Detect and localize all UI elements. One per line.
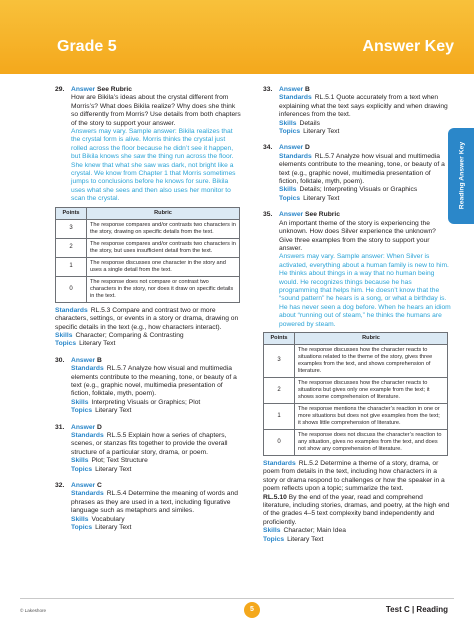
standards-text: RL.5.4 Determine the meaning of words and phrases as they are used in a text, including figurative language such as metaphors and similes. [71, 490, 238, 515]
rubric-text: The response compares and/or contrasts two characters in the story, but uses insufficient detail from the text. [87, 238, 240, 257]
topics-label: Topics [55, 340, 77, 348]
question-32 [55, 482, 243, 532]
answer-value: D [305, 144, 310, 152]
standards-label: Standards [55, 306, 88, 314]
rubric-text: The response compares and/or contrasts two characters in the story, drawing on specific details from the text. [87, 219, 240, 238]
standards-label: Standards [71, 431, 104, 439]
rubric-header-rubric: Rubric [87, 207, 240, 219]
standards-label: Standards [71, 490, 104, 498]
grade-title: Grade 5 [57, 38, 117, 55]
standards-code: RL.5.10 [263, 493, 287, 501]
rubric-row [56, 257, 240, 276]
rubric-points: 2 [56, 238, 87, 257]
question-number: 34. [263, 144, 273, 152]
standards-text: RL.5.1 Quote accurately from a text when explaining what the text says explicitly and when drawing inferences from the text. [279, 94, 448, 119]
skills-label: Skills [71, 398, 89, 406]
page-footer [0, 596, 474, 624]
skills-label: Skills [71, 515, 89, 523]
question-text: An important theme of the story is experiencing the unknown. How does Silver experience the unknown? Give three examples from the story to support your answer. [279, 219, 436, 252]
skills-text: Details; Interpreting Visuals or Graphics [299, 186, 418, 194]
answer-label: Answer [279, 211, 304, 219]
rubric-points: 1 [264, 403, 295, 429]
answer-label: Answer [71, 423, 96, 431]
rubric-table [55, 207, 240, 303]
rubric-text: The response mentions the character’s reaction in one or more situations but does not give examples from the text; it shows little comprehension of literature. [295, 403, 448, 429]
skills-label: Skills [71, 457, 89, 465]
rubric-points: 1 [56, 257, 87, 276]
question-number: 31. [55, 423, 65, 431]
right-column [263, 86, 451, 552]
topics-text: Literary Text [287, 535, 324, 543]
standards-label: Standards [263, 459, 296, 467]
standards-text: RL.5.5 Explain how a series of chapters, scenes, or stanzas fits together to provide the overall structure of a particular story, drama, or poem. [71, 431, 228, 456]
answer-value: See Rubric [97, 86, 132, 93]
skills-text: Vocabulary [91, 515, 125, 523]
rubric-row [264, 377, 448, 403]
topics-text: Literary Text [95, 407, 132, 415]
question-29 [55, 86, 243, 349]
question-number: 33. [263, 86, 273, 93]
standards-text: By the end of the year, read and comprehend literature, including stories, dramas, and poetry, at the high end of the grades 4–5 text complexity band independently and proficiently. [263, 493, 450, 526]
rubric-row [56, 219, 240, 238]
answer-label: Answer [71, 86, 96, 93]
page-number: 5 [244, 602, 260, 618]
skills-text: Character; Main Idea [283, 527, 346, 535]
question-number: 30. [55, 356, 65, 364]
skills-label: Skills [279, 186, 297, 194]
question-34 [263, 144, 451, 203]
topics-label: Topics [71, 407, 93, 415]
rubric-text: The response does not discuss the character’s reaction to any situation, gives no examples from the text, and does not show any comprehension of literature. [295, 429, 448, 455]
topics-label: Topics [279, 128, 301, 136]
standards-text: RL.5.7 Analyze how visual and multimedia elements contribute to the meaning, tone, or beauty of a text (e.g., graphic novel, multimedia presentation of fiction, folktale, myth, poem). [71, 365, 237, 398]
answer-value: C [97, 482, 102, 489]
skills-label: Skills [55, 331, 73, 339]
answer-label: Answer [71, 356, 96, 364]
rubric-header-points: Points [264, 332, 295, 344]
rubric-text: The response discusses how the character reacts to situations but gives only one example from the text; it shows some comprehension of literature. [295, 377, 448, 403]
standards-label: Standards [71, 365, 104, 373]
skills-label: Skills [279, 119, 297, 127]
answer-label: Answer [71, 482, 96, 489]
answer-key-title: Answer Key [362, 38, 454, 55]
standards-text: RL.5.2 Determine a theme of a story, drama, or poem from details in the text, including how characters in a story or drama respond to challenges or how the speaker in a poem reflects upon a topic; summarize the text. [263, 459, 445, 493]
rubric-text: The response discusses one character in the story and uses a single detail from the text. [87, 257, 240, 276]
footer-divider [20, 598, 454, 599]
skills-text: Character; Comparing & Contrasting [75, 331, 184, 339]
question-31 [55, 424, 243, 474]
topics-text: Literary Text [303, 128, 340, 136]
topics-text: Literary Text [303, 194, 340, 202]
rubric-row [56, 276, 240, 302]
side-tab[interactable] [448, 128, 474, 224]
rubric-text: The response discusses how the character reacts to situations related to the theme of the story, gives three examples from the text, and shows comprehension of literature. [295, 344, 448, 377]
question-35 [263, 211, 451, 544]
topics-label: Topics [71, 465, 93, 473]
topics-label: Topics [263, 535, 285, 543]
left-column [55, 86, 243, 540]
standards-label: Standards [279, 152, 312, 160]
rubric-points: 2 [264, 377, 295, 403]
skills-text: Interpreting Visuals or Graphics; Plot [91, 398, 201, 406]
answer-label: Answer [279, 86, 304, 93]
rubric-row [264, 344, 448, 377]
rubric-header-points: Points [56, 207, 87, 219]
rubric-row [264, 403, 448, 429]
answer-value: D [97, 423, 102, 431]
question-30 [55, 357, 243, 416]
rubric-table [263, 332, 448, 456]
question-33 [263, 86, 451, 136]
test-label: Test C | Reading [385, 605, 448, 614]
question-number: 35. [263, 211, 273, 219]
skills-label: Skills [263, 527, 281, 535]
rubric-points: 0 [264, 429, 295, 455]
topics-text: Literary Text [95, 465, 132, 473]
question-number: 29. [55, 86, 65, 93]
copyright: © Lakeshore [20, 608, 47, 613]
rubric-row [56, 238, 240, 257]
sample-answer: Answers may vary. Sample answer: Bikila realizes that the crystal form is alive. Morris thinks the crystal just rolled across the floor because he didn’t see it happen, but Bikila knows she saw the thing run across the floor. She knew that what she saw was dark, not bright like a crystal. We know from Chapter 1 that Morris sometimes jumps to conclusions before he knows for sure. Bikila uses what she sees and then also uses her monitor to scan the crystal. [71, 128, 236, 203]
skills-text: Plot; Text Structure [91, 457, 148, 465]
answer-value: See Rubric [305, 211, 340, 219]
topics-label: Topics [279, 194, 301, 202]
side-tab-label: Reading Answer Key [458, 141, 466, 210]
answer-value: B [305, 86, 310, 93]
skills-text: Details [299, 119, 320, 127]
standards-label: Standards [279, 94, 312, 102]
topics-text: Literary Text [79, 340, 116, 348]
rubric-points: 0 [56, 276, 87, 302]
rubric-points: 3 [56, 219, 87, 238]
standards-text: RL.5.3 Compare and contrast two or more characters, settings, or events in a story or drama, drawing on specific details in the text (e.g., how characters interact). [55, 306, 239, 331]
topics-text: Literary Text [95, 524, 132, 532]
answer-value: B [97, 356, 102, 364]
sample-answer: Answers may vary. Sample answer: When Silver is activated, everything about a human family is new to him. He thinks about things in a way that no human being would. He recognizes things because he has programming that helps him. He doesn’t know that the “sound pattern” he hears is a song, or what a birthday is. He has never seen a dog before. When he hears an idiom about “running out of steam,” he thinks the humans are powered by steam. [279, 253, 451, 328]
topics-label: Topics [71, 524, 93, 532]
question-number: 32. [55, 482, 65, 489]
rubric-text: The response does not compare or contrast two characters in the story, nor does it draw on specific details in the text. [87, 276, 240, 302]
rubric-points: 3 [264, 344, 295, 377]
rubric-header-rubric: Rubric [295, 332, 448, 344]
standards-text: RL.5.7 Analyze how visual and multimedia elements contribute to the meaning, tone, or beauty of a text (e.g., graphic novel, multimedia presentation of fiction, folktale, myth, poem). [279, 152, 445, 186]
rubric-row [264, 429, 448, 455]
question-text: How are Bikila’s ideas about the crystal different from Morris’s? What does Bikila realize? Why does she think so differently from Morris? Use details from both chapters of the story to support your answer. [71, 94, 241, 127]
page-header [0, 0, 474, 74]
answer-label: Answer [279, 144, 304, 152]
